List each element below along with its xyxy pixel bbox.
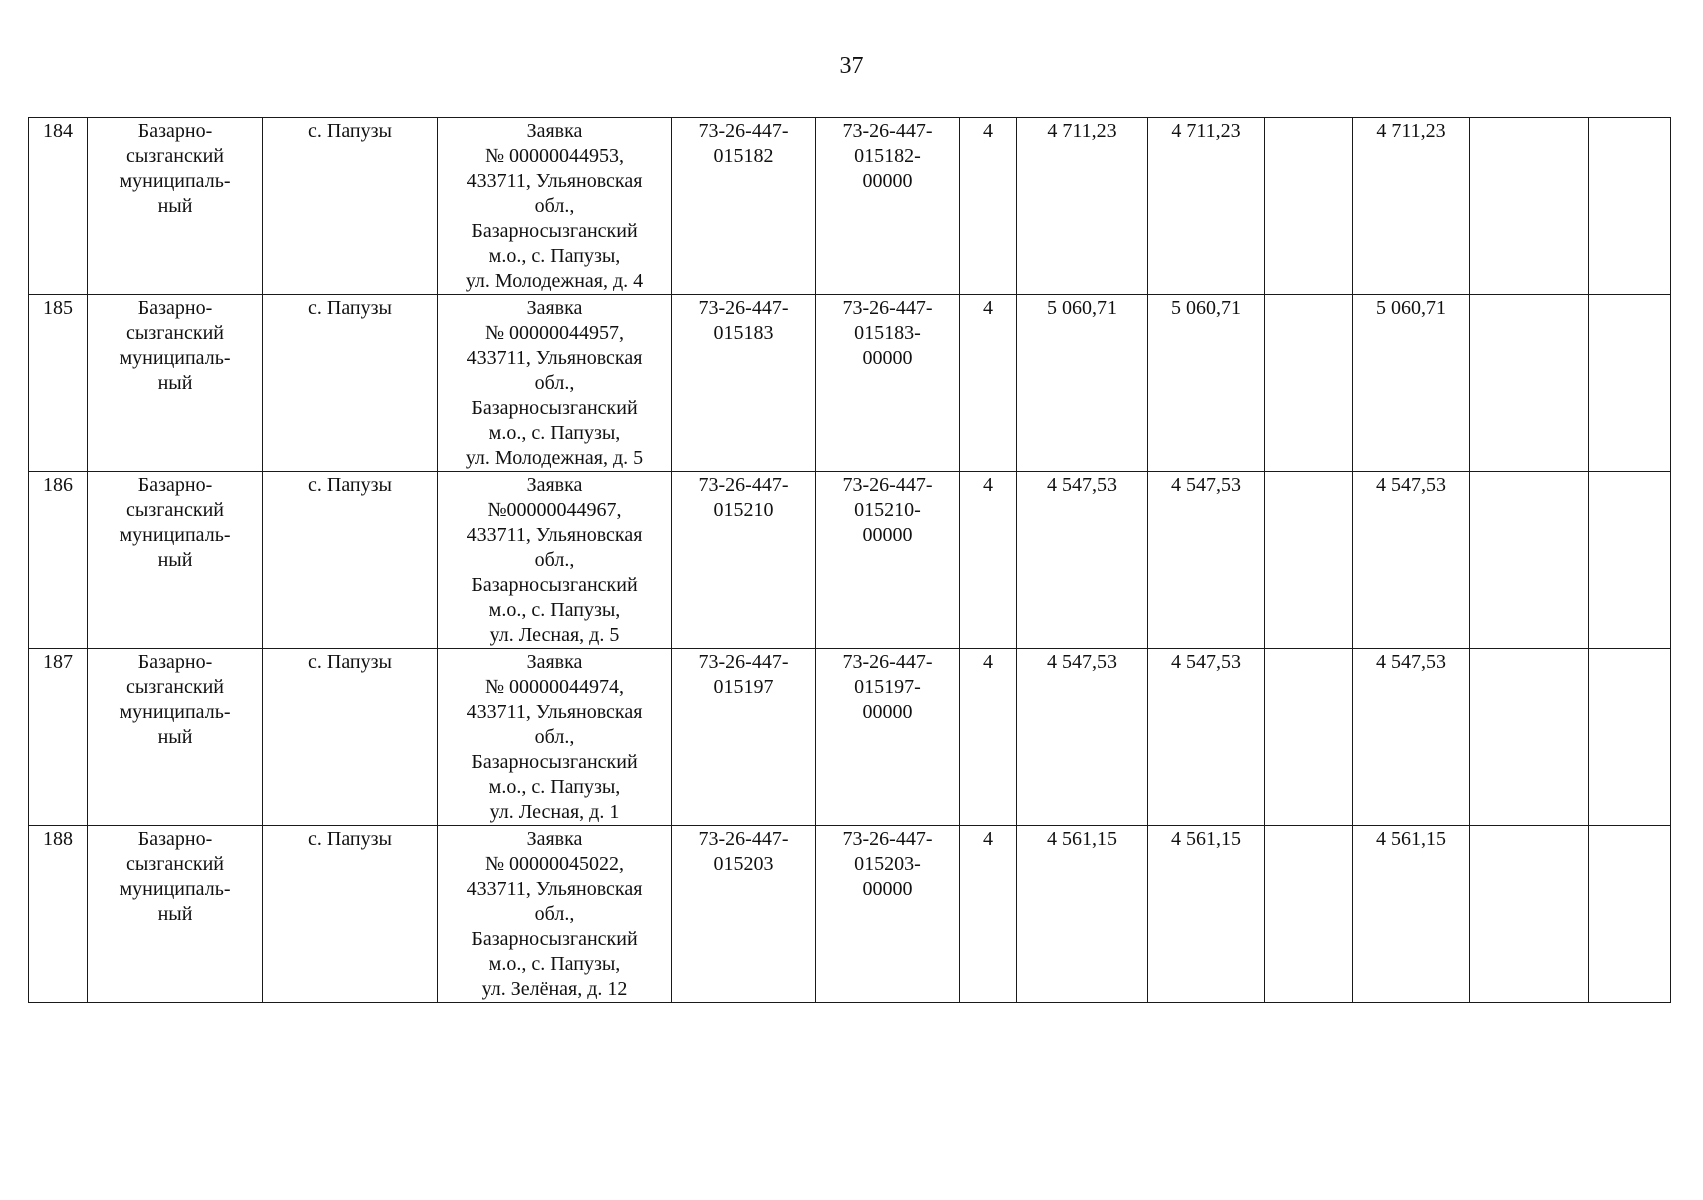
cell-text-line: ул. Зелёная, д. 12 [481,978,628,1000]
cell-text-line: 433711, Ульяновская [466,524,643,546]
cell-amount [1017,649,1148,826]
cell-text-line: сызганский [126,322,224,344]
cell-text-line: обл., [534,903,575,925]
cell-amount-2 [1148,472,1265,649]
cell-text-line: муниципаль- [119,701,231,723]
cell-text-line: №00000044967, [487,499,622,521]
cell-text-line: 015182 [713,145,774,167]
cell-empty [1265,295,1353,472]
cell-district [88,295,263,472]
cell-district [88,649,263,826]
cell-text-line: 73-26-447- [842,297,933,319]
cell-code-full [816,118,960,295]
cell-amount-3 [1353,649,1470,826]
cell-text: 4 547,53 [1171,651,1241,673]
cell-text: 4 547,53 [1376,651,1446,673]
cell-text-line: 433711, Ульяновская [466,170,643,192]
cell-text-line: 00000 [862,347,913,369]
cell-text-line: Базарно- [137,651,213,673]
cell-quantity [960,295,1017,472]
cell-text-line: м.о., с. Папузы, [488,599,621,621]
cell-text-line: 73-26-447- [698,297,789,319]
cell-text-line: 73-26-447- [842,120,933,142]
cell-text: с. Папузы [308,828,392,850]
cell-text: 4 547,53 [1047,474,1117,496]
cell-text: 4 547,53 [1376,474,1446,496]
cell-text-line: 00000 [862,524,913,546]
cell-text-line: 433711, Ульяновская [466,878,643,900]
cell-text-line: ул. Молодежная, д. 4 [465,270,644,292]
cell-text-line: Базарно- [137,120,213,142]
cell-text-line: 015183 [713,322,774,344]
cell-code-full [816,649,960,826]
cell-text-line: 433711, Ульяновская [466,347,643,369]
cell-code [672,118,816,295]
cell-district [88,826,263,1003]
cell-amount-2 [1148,118,1265,295]
cell-amount-3 [1353,118,1470,295]
cell-request-address [438,118,672,295]
cell-text-line: № 00000044953, [484,145,625,167]
cell-text-line: 00000 [862,701,913,723]
cell-text-line: 73-26-447- [698,474,789,496]
cell-amount [1017,826,1148,1003]
cell-code [672,649,816,826]
cell-text: 4 [983,828,993,850]
cell-text-line: муниципаль- [119,524,231,546]
cell-amount-3 [1353,295,1470,472]
cell-amount-3 [1353,826,1470,1003]
page-number: 37 [839,53,864,79]
cell-empty-3 [1589,295,1671,472]
cell-text-line: Базарно- [137,828,213,850]
cell-text-line: Заявка [526,474,583,496]
cell-quantity [960,472,1017,649]
cell-empty [1265,118,1353,295]
cell-text-line: № 00000044957, [484,322,625,344]
cell-quantity [960,118,1017,295]
cell-text-line: 00000 [862,878,913,900]
cell-text-line: м.о., с. Папузы, [488,245,621,267]
cell-text: 4 561,15 [1047,828,1117,850]
cell-text: 4 711,23 [1171,120,1241,142]
cell-amount [1017,472,1148,649]
cell-row-number [29,826,88,1003]
cell-amount-2 [1148,649,1265,826]
cell-text-line: 015210- [854,499,921,521]
cell-text: с. Папузы [308,120,392,142]
cell-text-line: Заявка [526,120,583,142]
cell-empty-2 [1470,649,1589,826]
cell-quantity [960,649,1017,826]
cell-quantity [960,826,1017,1003]
cell-row-number [29,118,88,295]
cell-text: 4 [983,120,993,142]
cell-district [88,472,263,649]
cell-text-line: 73-26-447- [842,651,933,673]
cell-code [672,826,816,1003]
cell-text-line: 015182- [854,145,921,167]
table-row [29,295,1671,472]
cell-text: с. Папузы [308,651,392,673]
cell-text-line: ный [157,726,193,748]
cell-row-number [29,472,88,649]
cell-text-line: ул. Молодежная, д. 5 [465,447,644,469]
cell-text: 5 060,71 [1171,297,1241,319]
cell-text-line: 015210 [713,499,774,521]
cell-settlement [263,118,438,295]
cell-text-line: 73-26-447- [842,474,933,496]
cell-amount-2 [1148,295,1265,472]
cell-text: 4 [983,651,993,673]
cell-text-line: м.о., с. Папузы, [488,422,621,444]
cell-text-line: Базарно- [137,474,213,496]
cell-text: 4 711,23 [1047,120,1117,142]
cell-text-line: ный [157,195,193,217]
cell-request-address [438,649,672,826]
cell-text: 5 060,71 [1376,297,1446,319]
cell-text-line: ул. Лесная, д. 5 [489,624,620,646]
cell-amount-2 [1148,826,1265,1003]
cell-text-line: ный [157,549,193,571]
cell-text: 5 060,71 [1047,297,1117,319]
cell-text: 4 547,53 [1171,474,1241,496]
cell-text-line: м.о., с. Папузы, [488,953,621,975]
cell-settlement [263,472,438,649]
cell-text-line: 00000 [862,170,913,192]
table-row [29,826,1671,1003]
cell-text-line: Базарносызганский [471,397,638,419]
cell-code-full [816,826,960,1003]
table-row [29,118,1671,295]
cell-text-line: Базарносызганский [471,574,638,596]
cell-text-line: Базарносызганский [471,928,638,950]
table-row [29,649,1671,826]
cell-settlement [263,649,438,826]
cell-amount [1017,118,1148,295]
cell-request-address [438,826,672,1003]
cell-text-line: 015197 [713,676,774,698]
cell-district [88,118,263,295]
cell-settlement [263,295,438,472]
cell-text-line: обл., [534,195,575,217]
cell-text: 4 [983,297,993,319]
cell-row-number [29,649,88,826]
cell-text-line: ный [157,372,193,394]
cell-text-line: муниципаль- [119,347,231,369]
cell-text: 184 [43,120,73,142]
cell-text-line: сызганский [126,676,224,698]
cell-empty-2 [1470,826,1589,1003]
cell-text: 186 [43,474,73,496]
cell-empty-3 [1589,472,1671,649]
cell-text-line: м.о., с. Папузы, [488,776,621,798]
cell-text: с. Папузы [308,474,392,496]
cell-code [672,472,816,649]
cell-text-line: сызганский [126,145,224,167]
cell-text: 4 561,15 [1376,828,1446,850]
cell-empty [1265,826,1353,1003]
cell-text-line: 015203- [854,853,921,875]
cell-empty-2 [1470,472,1589,649]
cell-text-line: 73-26-447- [698,828,789,850]
table-body [29,118,1671,1003]
cell-text: 4 547,53 [1047,651,1117,673]
cell-text-line: ный [157,903,193,925]
cell-text-line: 015197- [854,676,921,698]
cell-amount-3 [1353,472,1470,649]
cell-row-number [29,295,88,472]
cell-code-full [816,472,960,649]
cell-amount [1017,295,1148,472]
cell-text-line: Базарно- [137,297,213,319]
cell-text-line: Базарносызганский [471,220,638,242]
cell-text-line: Базарносызганский [471,751,638,773]
cell-text-line: Заявка [526,297,583,319]
cell-text: с. Папузы [308,297,392,319]
cell-text-line: обл., [534,549,575,571]
cell-text-line: № 00000044974, [484,676,625,698]
cell-code [672,295,816,472]
cell-empty-3 [1589,118,1671,295]
cell-text-line: 015183- [854,322,921,344]
cell-text: 185 [43,297,73,319]
cell-text: 187 [43,651,73,673]
table-row [29,472,1671,649]
cell-text-line: муниципаль- [119,878,231,900]
cell-text-line: сызганский [126,853,224,875]
cell-text-line: 73-26-447- [698,651,789,673]
cell-code-full [816,295,960,472]
cell-empty-2 [1470,295,1589,472]
cell-text: 4 [983,474,993,496]
cell-text-line: ул. Лесная, д. 1 [489,801,620,823]
cell-empty-3 [1589,826,1671,1003]
cell-empty [1265,649,1353,826]
cell-request-address [438,295,672,472]
data-table [28,117,1671,1003]
cell-text: 4 711,23 [1376,120,1446,142]
cell-text-line: 73-26-447- [842,828,933,850]
cell-text-line: 73-26-447- [698,120,789,142]
cell-empty-3 [1589,649,1671,826]
cell-text-line: обл., [534,372,575,394]
cell-settlement [263,826,438,1003]
cell-text-line: 015203 [713,853,774,875]
cell-text-line: Заявка [526,651,583,673]
cell-text-line: 433711, Ульяновская [466,701,643,723]
cell-text-line: муниципаль- [119,170,231,192]
cell-text: 188 [43,828,73,850]
cell-text-line: Заявка [526,828,583,850]
cell-empty-2 [1470,118,1589,295]
cell-text-line: № 00000045022, [484,853,625,875]
cell-empty [1265,472,1353,649]
cell-request-address [438,472,672,649]
cell-text-line: обл., [534,726,575,748]
cell-text: 4 561,15 [1171,828,1241,850]
cell-text-line: сызганский [126,499,224,521]
